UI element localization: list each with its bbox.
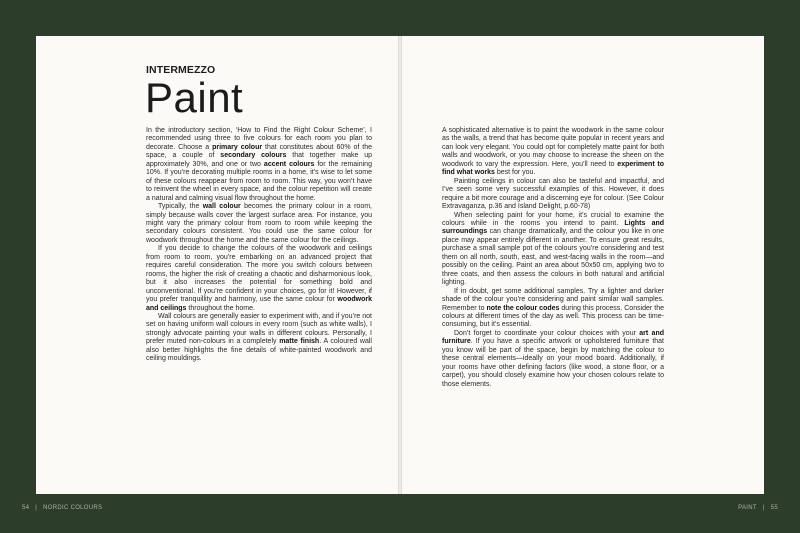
section-kicker: INTERMEZZO — [146, 64, 216, 76]
running-head-left: NORDIC COLOURS — [43, 505, 103, 511]
page-number-right: 55 — [770, 505, 778, 511]
body-paragraph — [146, 203, 372, 245]
body-paragraph — [442, 178, 664, 212]
folio-right: PAINT | 55 — [738, 505, 778, 511]
body-text: Don’t forget to coordinate your colour choices with your — [454, 329, 640, 337]
body-text: Wall colours are generally easier to experiment with, and if you’re not set on having uniform wall colours in every room (such as white walls), I strongly advocate painting your walls in different colours. Personally, I prefer muted non-colours in a completely — [146, 312, 372, 346]
body-text: In the introductory section, ‘How to Find the Right Colour Scheme’, I recommended using three to five colours for each room you plan to decorate. Choose a — [146, 127, 372, 151]
body-text: that constitutes about 60% of the space, a couple of — [146, 143, 373, 160]
emphasis-text: experiment to find what works — [442, 160, 664, 177]
body-paragraph — [146, 127, 372, 203]
body-paragraph — [146, 313, 372, 364]
body-text: for the remaining 10%. If you’re decorating multiple rooms in a home, it’s wise to let some of these colours reappear from room to room. This way, you won’t have to reinvent the wheel in every space, and the colour repetition will create a natural and calming visual flow throughout the home. — [146, 160, 372, 202]
body-text: best for you. — [494, 169, 536, 177]
right-page — [402, 36, 764, 494]
emphasis-text: note the colour codes — [486, 304, 560, 312]
body-text: A sophisticated alternative is to paint the woodwork in the same colour as the walls, a trend that has become quite popular in recent years and can look very elegant. You could opt for completely matte paint for both walls and woodwork, or you may choose to increase the sheen on the woodwork to vary the expression. Here, you’ll need to — [442, 127, 664, 168]
running-head-right: PAINT — [738, 505, 757, 511]
emphasis-text: art and furniture — [442, 329, 664, 346]
left-page — [36, 36, 398, 494]
body-text: If you decide to change the colours of the woodwork and ceilings from room to room, you’re embarking on an advanced project that requires careful consideration. The more you switch colours between rooms, the higher the risk of creating a chaotic and disharmonious look, but it also increases the potential for something bold and unconventional. If you’re confident in your choices, go for it! However, if you prefer tranquillity and harmony, use the same colour for — [146, 245, 372, 304]
emphasis-text: matte finish — [279, 338, 320, 346]
emphasis-text: primary colour — [212, 143, 263, 151]
body-paragraph — [442, 288, 664, 330]
body-text: . A coloured wall also better highlights the fine details of white-painted woodwork and ceiling mouldings. — [146, 338, 372, 363]
body-paragraph — [146, 245, 372, 313]
body-text: becomes the primary colour in a room, simply because walls cover the largest surface area. For instance, you might vary the primary colour from room to room while keeping the secondary colours consistent. You could use the same colour for woodwork throughout the home and the same colour for the ceilings. — [146, 203, 372, 244]
body-text: that together make up approximately 30%, and one or two — [146, 152, 373, 168]
emphasis-text: Lights and surroundings — [442, 219, 665, 236]
body-text: . If you have a specific artwork or upholstered furniture that you know will be part of the space, begin by matching the colour to these central elements—ideally on your mood board. Additionally, if your rooms have other defining factors (like wood, a stone floor, or a carpet), you should closely examine how your chosen colours relate to those elements. — [442, 338, 664, 388]
body-paragraph — [442, 127, 664, 178]
body-paragraph — [442, 330, 664, 389]
page-title: Paint — [145, 74, 244, 121]
body-text: throughout the home. — [186, 304, 255, 312]
left-body-column — [146, 127, 372, 364]
body-text: If in doubt, get some additional samples. Try a lighter and darker shade of the colour you’re considering and paint similar wall samples. Remember to — [442, 287, 664, 312]
body-text: Painting ceilings in colour can also be tasteful and impactful, and I’ve seen some very successful examples of this. However, it does require a bit more courage and a discerning eye for colour. (See Colour Extravaganza, p.36 and Island Delight, p.60-78) — [442, 177, 664, 211]
body-text: during this process. Consider the colours at different times of the day as well. This process can be time-consuming, but it’s essential. — [442, 304, 664, 329]
body-text: Typically, the — [158, 203, 203, 211]
emphasis-text: accent colours — [263, 160, 315, 168]
page-number-left: 54 — [22, 505, 30, 511]
emphasis-text: wall colour — [202, 203, 241, 211]
body-paragraph — [442, 212, 664, 288]
folio-left: 54 | NORDIC COLOURS — [22, 505, 103, 511]
body-text: can change dramatically, and the colour you like in one place may appear entirely different in another. To ensure great results, purchase a small sample pot of the colours you’re considering and test them on all north, south, east, and west-facing walls in the room—and possibly on the ceiling. Paint an area about 50x50 cm, applying two to three coats, and then assess the colours in both natural and artificial lighting. — [442, 228, 664, 287]
body-text: When selecting paint for your home, it’s crucial to examine the colours while in the rooms you intend to paint. — [442, 211, 664, 227]
emphasis-text: woodwork and ceilings — [146, 296, 372, 312]
right-body-column — [442, 127, 664, 389]
emphasis-text: secondary colours — [220, 152, 287, 160]
